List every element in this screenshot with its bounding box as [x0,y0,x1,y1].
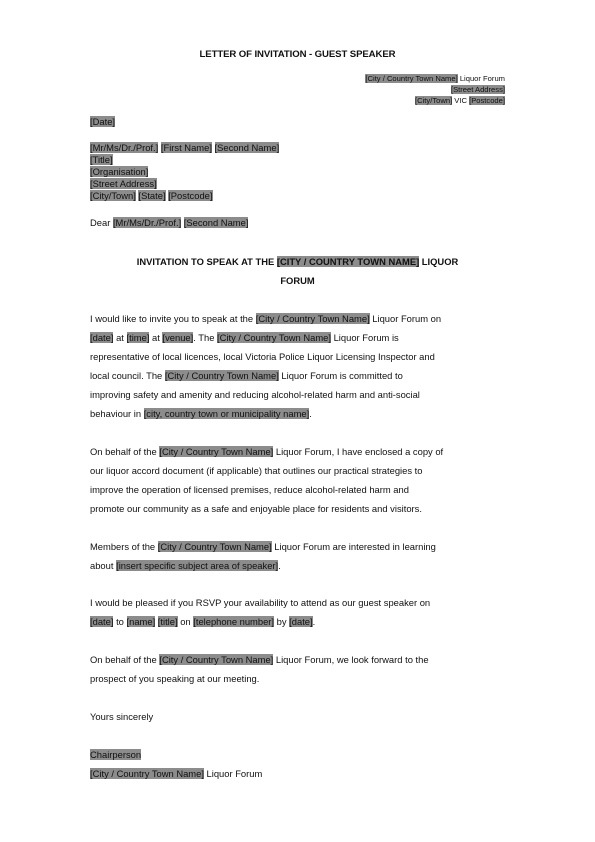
placeholder-city-town-name[interactable]: [ City / Country Town Name ] [256,313,370,324]
recipient-name-line [90,142,279,154]
placeholder-city-town-name[interactable]: [ City / Country Town Name ] [217,332,331,343]
letter-title: LETTER OF INVITATION - GUEST SPEAKER [199,49,396,60]
paragraph-5: On behalf of the [ City / Country Town Name ] Liquor Forum, we look forward to the prospect of you speaking at our meeting. [90,650,510,688]
placeholder-city-town-name[interactable]: [ City / Country Town Name ] [90,768,204,779]
placeholder-city-town-name[interactable]: [ City / Country Town Name ] [365,74,457,83]
greeting-line: Dear [ Mr/Ms/Dr./Prof. ] [ Second Name ] [90,217,248,229]
placeholder-date[interactable]: [ date ] [90,616,113,627]
placeholder-title[interactable]: [ title ] [158,616,178,627]
placeholder-title[interactable]: [ Title ] [90,154,113,165]
placeholder-salutation[interactable]: [ Mr/Ms/Dr./Prof. ] [90,142,158,153]
placeholder-city[interactable]: [ City/Town ] [415,96,452,105]
placeholder-first-name[interactable]: [ First Name ] [161,142,212,153]
placeholder-city-town-name[interactable]: [ City / Country Town Name ] [158,541,272,552]
placeholder-municipality-name[interactable]: [ city, country town or municipality name ] [144,408,310,419]
placeholder-date[interactable]: [ date ] [90,332,113,343]
sender-address-line-1: [ City / Country Town Name ] Liquor Forum [365,74,505,84]
recipient-city-line [90,190,279,202]
placeholder-telephone-number[interactable]: [ telephone number ] [193,616,274,627]
placeholder-organisation[interactable]: [ Organisation ] [90,166,148,177]
sender-address-line-2 [451,85,505,95]
signature-block: Chairperson [ City / Country Town Name ] Liquor Forum [90,745,510,783]
paragraph-3: Members of the [ City / Country Town Name ] Liquor Forum are interested in learning about [ insert specific subject area of speaker ] . [90,537,510,575]
subject-heading: INVITATION TO SPEAK AT THE [ CITY / COUNTRY TOWN NAME ] LIQUOR FORUM [90,252,505,290]
placeholder-venue[interactable]: [ venue ] [162,332,193,343]
placeholder-date[interactable]: [ Date ] [90,116,115,127]
placeholder-street-address[interactable]: [ Street Address ] [90,178,157,189]
placeholder-chairperson[interactable]: Chairperson [90,749,142,760]
placeholder-second-name[interactable]: [ Second Name ] [184,217,249,228]
recipient-title-line [90,154,279,166]
placeholder-city[interactable]: [ City/Town ] [90,190,136,201]
placeholder-speaker-subject[interactable]: [ insert specific subject area of speaker ] [116,560,278,571]
paragraph-4: I would be pleased if you RSVP your availability to attend as our guest speaker on [ date ] to [ name ] [ title ] on [ telephone number ] by [ date ] . [90,593,510,631]
sender-address-line-3: [ City/Town ] VIC [ Postcode ] [415,96,505,106]
placeholder-street-address[interactable]: [ Street Address ] [451,85,505,94]
placeholder-city-town-name[interactable]: [ CITY / COUNTRY TOWN NAME ] [277,256,419,267]
placeholder-postcode[interactable]: [ Postcode ] [469,96,505,105]
recipient-organisation-line [90,166,279,178]
recipient-street-line [90,178,279,190]
closing-line: Yours sincerely [90,711,154,722]
placeholder-time[interactable]: [ time ] [127,332,150,343]
placeholder-state[interactable]: [ State ] [138,190,165,201]
recipient-address-block [90,142,279,202]
placeholder-name[interactable]: [ name ] [127,616,156,627]
placeholder-second-name[interactable]: [ Second Name ] [215,142,280,153]
placeholder-postcode[interactable]: [ Postcode ] [168,190,212,201]
paragraph-1: I would like to invite you to speak at the [ City / Country Town Name ] Liquor Forum on [ date ] at [ time ] at [ venue ] . The [ City / Country Town Name ] Liquor Forum is representative of local licences, local Victoria Police Liquor Licensing Inspector and local council. The [ City / Country Town Name ] Liquor Forum is committed to improving safety and amenity and reducing alcohol-related harm and anti-social behaviour in [ city, country town or municipality name ] . [90,309,510,423]
paragraph-2: On behalf of the [ City / Country Town Name ] Liquor Forum, I have enclosed a copy of our liquor accord document (if applicable) that outlines our practical strategies to improve the operation of licensed premises, reduce alcohol-related harm and promote our community as a safe and enjoyable place for residents and visitors. [90,442,510,518]
placeholder-salutation[interactable]: [ Mr/Ms/Dr./Prof. ] [113,217,181,228]
date-line [90,116,115,128]
placeholder-city-town-name[interactable]: [ City / Country Town Name ] [165,370,279,381]
placeholder-city-town-name[interactable]: [ City / Country Town Name ] [159,446,273,457]
placeholder-date[interactable]: [ date ] [289,616,312,627]
placeholder-city-town-name[interactable]: [ City / Country Town Name ] [159,654,273,665]
